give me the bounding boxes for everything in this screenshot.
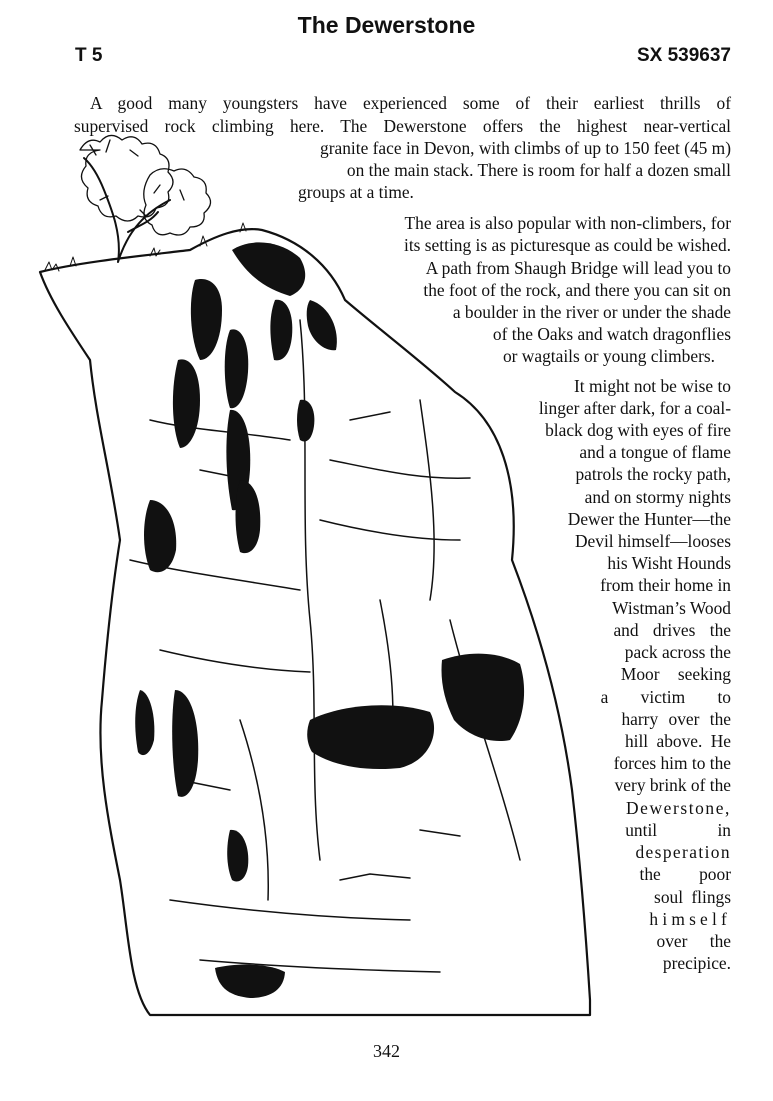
paragraph-3-line-6: and on stormy nights [584, 487, 731, 507]
paragraph-3-line-24: soul flings [654, 887, 731, 907]
tree-foliage [80, 135, 211, 235]
paragraph-3-line-18: forces him to the [613, 753, 731, 773]
paragraph-3-line-21: until in [625, 820, 731, 840]
paragraph-3-line-13: pack across the [624, 642, 731, 662]
paragraph-3-line-27: precipice. [662, 953, 731, 973]
paragraph-3-line-25: himself [649, 909, 731, 929]
paragraph-3-line-23: the poor [639, 864, 731, 884]
page-number: 342 [373, 1041, 400, 1061]
paragraph-1-line-1: A good many youngsters have experienced some of their earliest thrills of [90, 93, 731, 113]
paragraph-1-line-3: granite face in Devon, with climbs of up to 150 feet (45 m) [320, 138, 731, 158]
paragraph-3-line-8: Devil himself—looses [574, 531, 731, 551]
paragraph-3-line-17: hill above. He [624, 731, 731, 751]
paragraph-3-line-2: linger after dark, for a coal- [538, 398, 731, 418]
paragraph-3-line-1: It might not be wise to [574, 376, 731, 396]
paragraph-2-line-4: the foot of the rock, and there you can sit on [423, 280, 731, 300]
paragraph-1-line-2: supervised rock climbing here. The Dewerstone offers the highest near-vertical [74, 116, 731, 136]
paragraph-2-line-5: a boulder in the river or under the shade [452, 302, 731, 322]
paragraph-2-line-6: of the Oaks and watch dragonflies [492, 324, 731, 344]
paragraph-2-line-7: or wagtails or young climbers. [502, 346, 715, 366]
grid-reference: SX 539637 [636, 45, 731, 66]
tree-trunk [84, 158, 170, 262]
paragraph-2-line-2: its setting is as picturesque as could be wished. [404, 235, 731, 255]
paragraph-3-line-5: patrols the rocky path, [575, 464, 731, 484]
paragraph-3-line-16: harry over the [621, 709, 731, 729]
paragraph-3-line-20: Dewerstone, [625, 798, 731, 818]
paragraph-3-line-9: his Wisht Hounds [607, 553, 731, 573]
paragraph-3-line-10: from their home in [600, 575, 731, 595]
walk-code: T 5 [75, 45, 103, 66]
paragraph-3-line-19: very brink of the [614, 775, 731, 795]
paragraph-3-line-15: a victim to [600, 687, 731, 707]
paragraph-3-line-26: over the [656, 931, 731, 951]
paragraph-3-line-3: black dog with eyes of fire [545, 420, 731, 440]
paragraph-3-line-4: and a tongue of flame [579, 442, 731, 462]
page-title: The Dewerstone [297, 12, 476, 38]
paragraph-3-line-22: desperation [635, 842, 731, 862]
paragraph-3-line-14: Moor seeking [620, 664, 731, 684]
paragraph-2-line-3: A path from Shaugh Bridge will lead you to [425, 258, 731, 278]
paragraph-3-line-7: Dewer the Hunter—the [567, 509, 731, 529]
paragraph-3-line-11: Wistman’s Wood [612, 598, 731, 618]
paragraph-1-line-5: groups at a time. [298, 182, 414, 202]
paragraph-3-line-12: and drives the [613, 620, 731, 640]
rock-shadows [135, 242, 524, 998]
paragraph-1-line-4: on the main stack. There is room for half a dozen small [346, 160, 731, 180]
paragraph-2-line-1: The area is also popular with non-climbers, for [404, 213, 731, 233]
